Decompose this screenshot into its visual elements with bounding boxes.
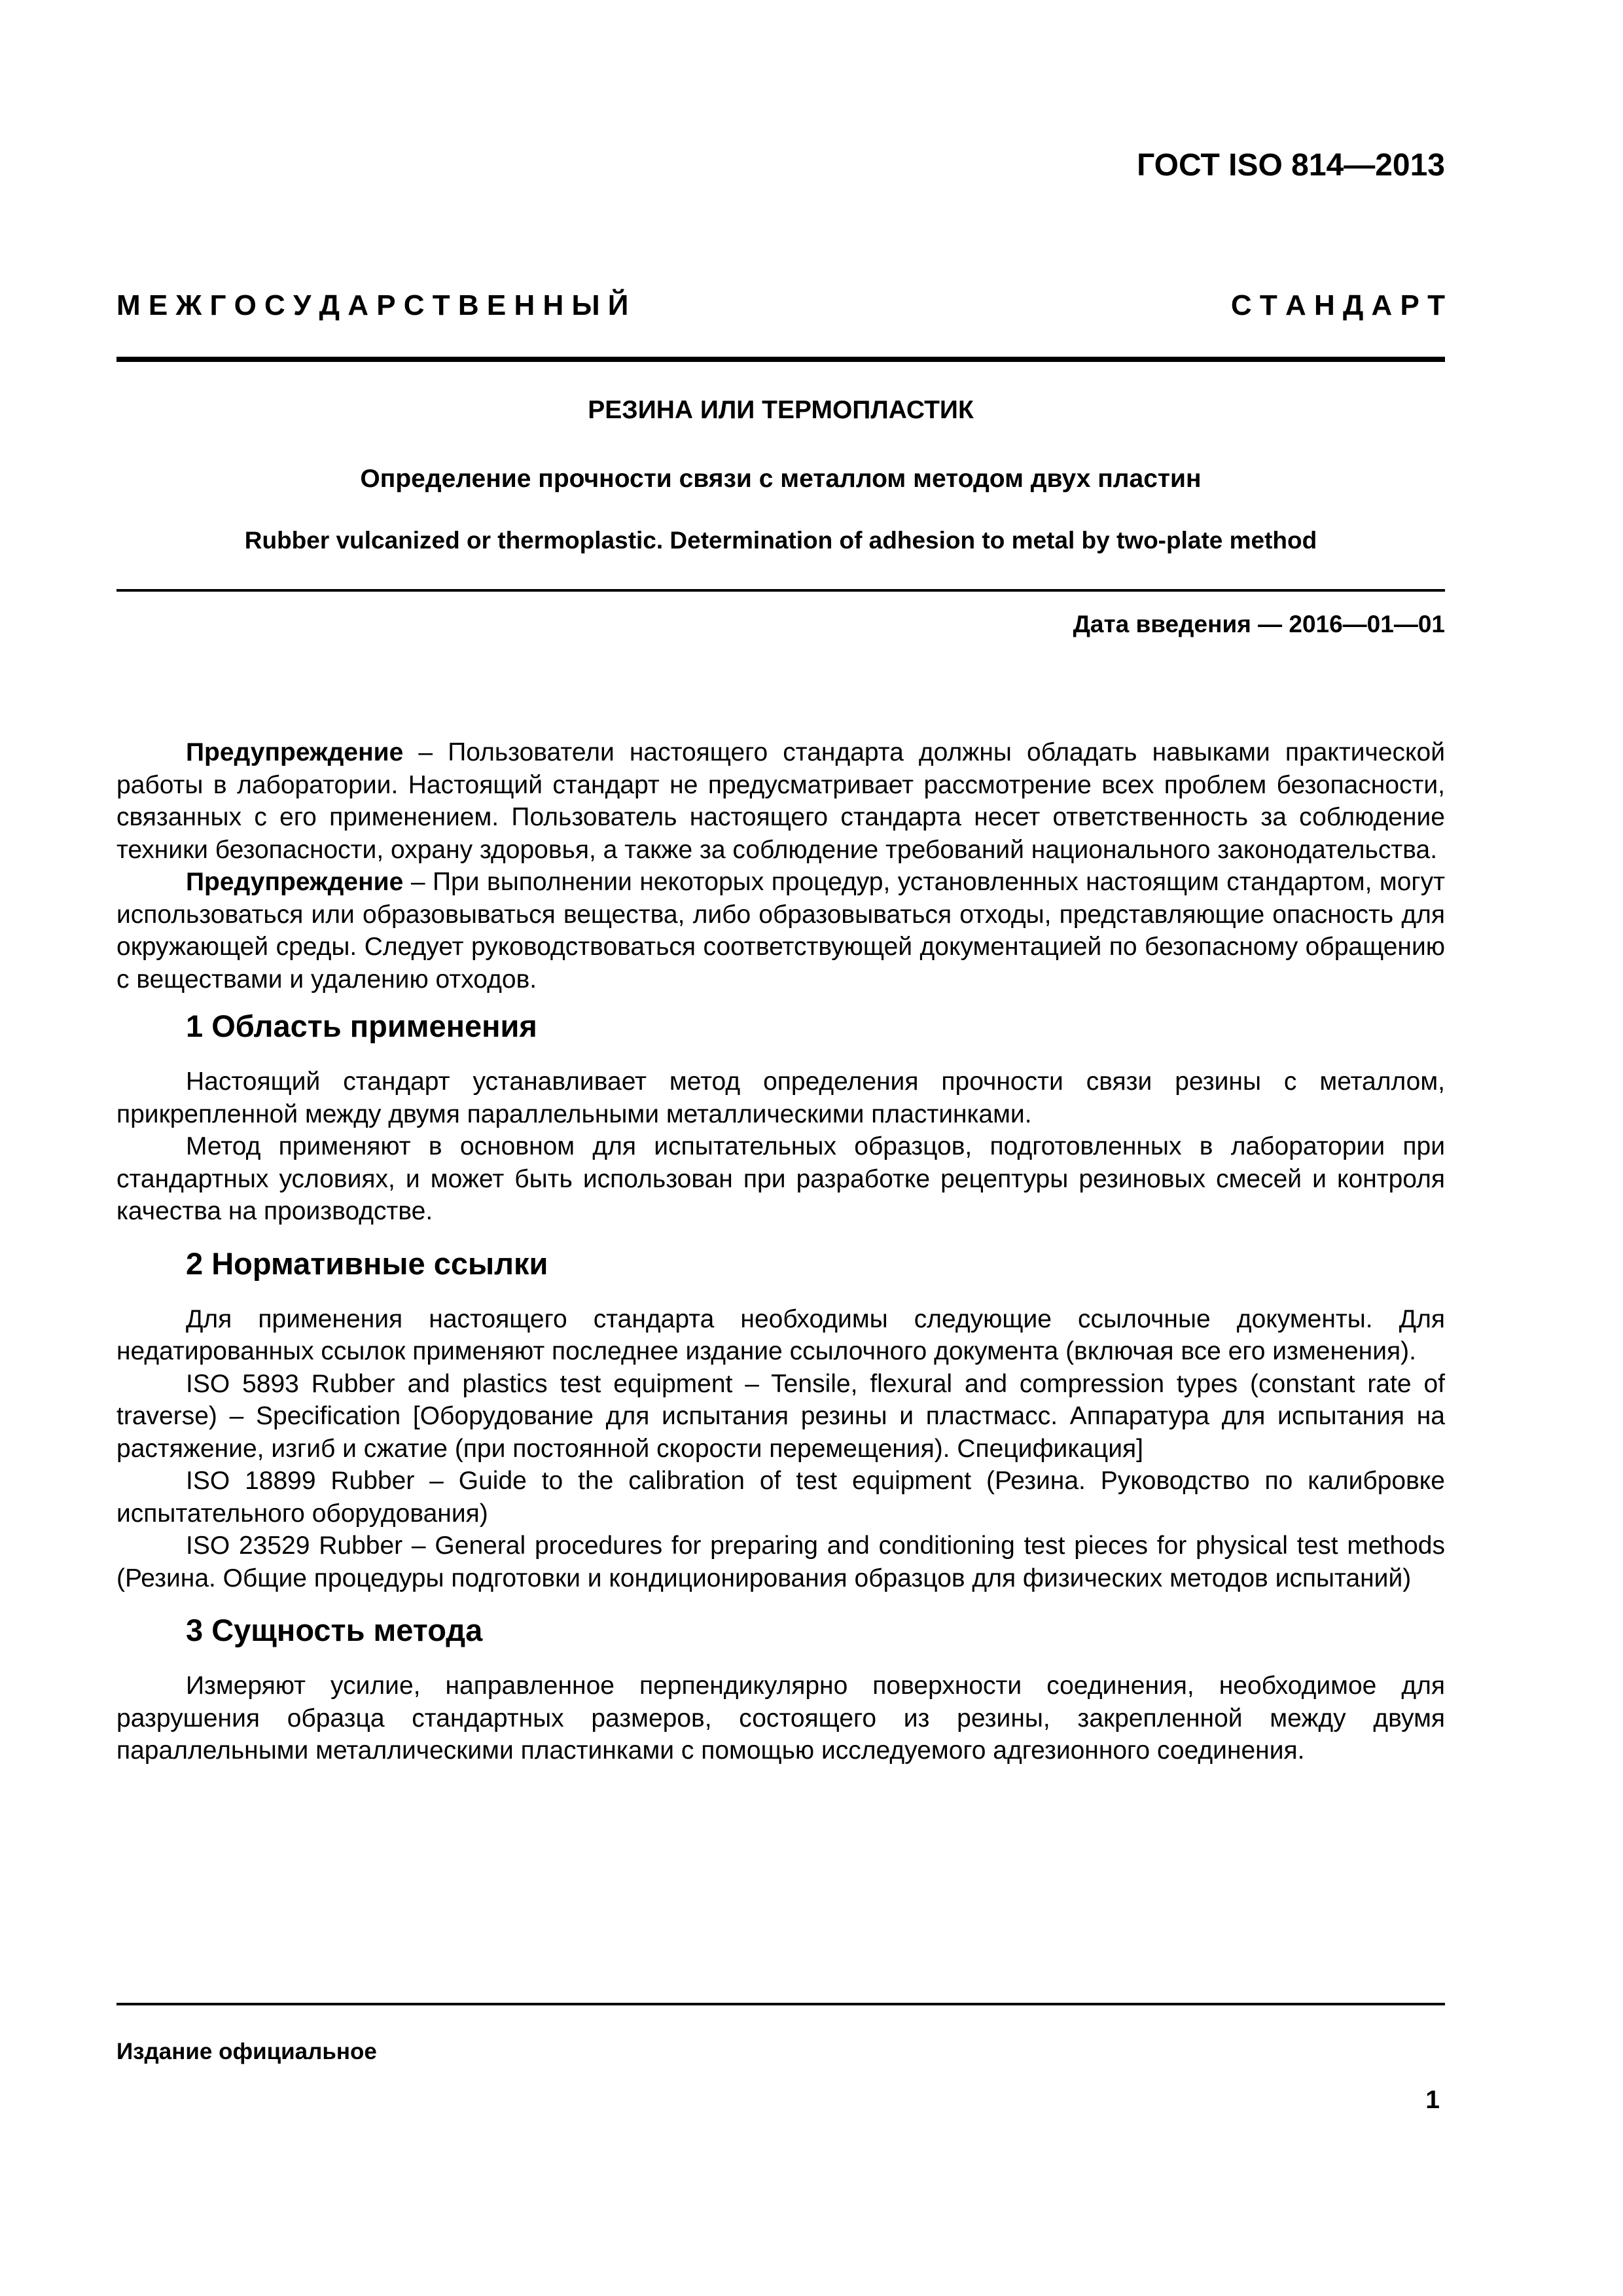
document-code: ГОСТ ISO 814—2013 — [1137, 148, 1445, 183]
section-paragraph: Настоящий стандарт устанавливает метод определения прочности связи резины с металлом, прикрепленной между двумя параллельными металлическими пластинками. — [116, 1067, 1445, 1128]
warning-text: – Пользователи настоящего стандарта должны обладать навыками практической работы в лаборатории. Настоящий стандарт не предусматривает рассмотрение всех проблем безопасности, связанных с его применением. Пользователь настоящего стандарта несет ответственность за соблюдение техники безопасности, охрану здоровья, а также за соблюдение требований национального законодательства. — [116, 738, 1445, 864]
reference-item: ISO 18899 Rubber – Guide to the calibration of test equipment (Резина. Руководство по калибровке испытательного оборудования) — [116, 1467, 1445, 1528]
interstate-standard-banner — [116, 289, 1445, 322]
section-paragraph: Измеряют усилие, направленное перпендикулярно поверхности соединения, необходимое для разрушения образца стандартных размеров, состоящего из резины, закрепленной между двумя параллельными металлическими пластинками с помощью исследуемого адгезионного соединения. — [116, 1672, 1445, 1765]
warning-text: – При выполнении некоторых процедур, установленных настоящим стандартом, могут использоваться или образовываться вещества, либо образовываться отходы, представляющие опасность для окружающей среды. Следует руководствоваться соответствующей документацией по безопасному обращению с веществами и удалению отходов. — [116, 868, 1445, 994]
page-number: 1 — [1425, 2086, 1440, 2114]
document-page — [116, 0, 1445, 2296]
section-heading-method-essence: 3 Сущность метода — [186, 1613, 483, 1647]
warning-label: Предупреждение — [186, 738, 404, 766]
header-rule — [116, 357, 1445, 362]
official-edition-label: Издание официальное — [116, 2039, 377, 2064]
document-subtitle: Определение прочности связи с металлом методом двух пластин — [360, 465, 1202, 493]
reference-item: ISO 5893 Rubber and plastics test equipment – Tensile, flexural and compression types (constant rate of traverse) – Specification [Оборудование для испытания резины и пластмасс. Аппаратура для испытания на растяжение, изгиб и сжатие (при постоянной скорости перемещения). Спецификация] — [116, 1369, 1445, 1463]
title-rule — [116, 589, 1445, 592]
document-title: РЕЗИНА ИЛИ ТЕРМОПЛАСТИК — [588, 396, 974, 424]
warning-label: Предупреждение — [186, 868, 404, 896]
reference-item: ISO 23529 Rubber – General procedures for preparing and conditioning test pieces for physical test methods (Резина. Общие процедуры подготовки и кондиционирования образцов для физических методов испытаний) — [116, 1532, 1445, 1592]
introduction-date: Дата введения — 2016—01—01 — [1073, 611, 1445, 637]
section-paragraph: Для применения настоящего стандарта необходимы следующие ссылочные документы. Для недатированных ссылок применяют последнее издание ссылочного документа (включая все его изменения). — [116, 1304, 1445, 1365]
section-paragraph: Метод применяют в основном для испытательных образцов, подготовленных в лаборатории при стандартных условиях, и может быть использован при разработке рецептуры резиновых смесей и контроля качества на производстве. — [116, 1132, 1445, 1225]
warning-paragraph — [116, 866, 1445, 996]
warning-paragraph — [116, 736, 1445, 866]
banner-word-interstate: М Е Ж Г О С У Д А Р С Т В Е Н Н Ы Й — [116, 289, 629, 321]
section-heading-scope: 1 Область применения — [186, 1009, 537, 1043]
footer-rule — [116, 2003, 1445, 2005]
document-english-title: Rubber vulcanized or thermoplastic. Determination of adhesion to metal by two-plate method — [244, 527, 1317, 554]
section-heading-normative-references: 2 Нормативные ссылки — [186, 1246, 548, 1281]
document-body — [116, 736, 1445, 1767]
banner-word-standard: С Т А Н Д А Р Т — [1230, 289, 1445, 321]
